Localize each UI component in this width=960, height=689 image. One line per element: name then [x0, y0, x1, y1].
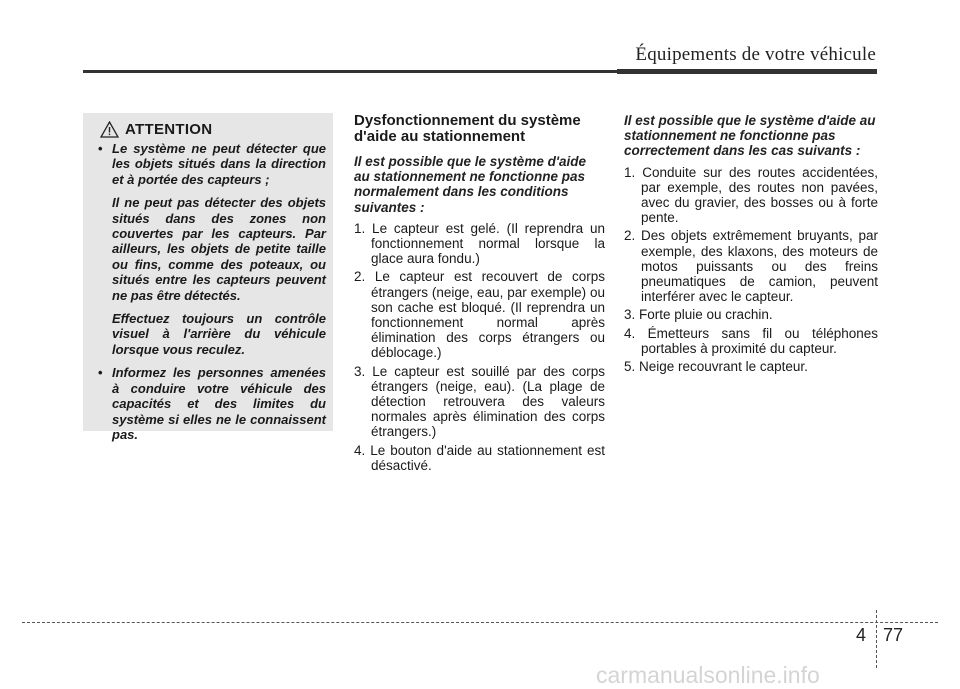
page-number-separator	[876, 610, 877, 668]
footer-rule	[22, 622, 938, 623]
right-intro: Il est possible que le système d'aide au stationnement ne fonctionne pas correctement dans les cas suivants :	[624, 113, 876, 159]
list-item: 1. Le capteur est gelé. (Il reprendra un fonctionnement normal lorsque la glace aura fondu.)	[354, 220, 605, 267]
attention-title: ATTENTION	[125, 121, 213, 138]
page-header-title: Équipements de votre véhicule	[635, 44, 876, 65]
section-intro: Il est possible que le système d'aide au stationnement ne fonctionne pas normalement dans les conditions suivantes :	[354, 154, 587, 215]
incorrect-operation-section	[624, 113, 878, 377]
list-item: 2. Le capteur est recouvert de corps étrangers (neige, eau, par exemple) ou son cache est bloqué. (Il reprendra un fonctionnement normal après élimination des corps étrangers ou déblocage.)	[354, 269, 605, 361]
list-item: 2. Des objets extrêmement bruyants, par exemple, des klaxons, des moteurs de motos puissants ou des freins pneumatiques de camion, peuvent interférer avec le capteur.	[624, 228, 878, 305]
attention-paragraph: • Le système ne peut détecter que les objets situés dans la direction et à portée des capteurs ;	[90, 141, 326, 187]
attention-paragraph: Il ne peut pas détecter des objets situés dans des zones non couvertes par les capteurs. Par ailleurs, les objets de petite taille ou fins, comme des poteaux, ou situés entre les capteurs peuvent ne pas être détectés.	[112, 195, 326, 303]
watermark: carmanualsonline.info	[596, 662, 820, 688]
list-item: 5. Neige recouvrant le capteur.	[624, 359, 808, 375]
malfunction-list	[354, 221, 605, 473]
incorrect-operation-list	[624, 165, 878, 375]
list-item: 4. Émetteurs sans fil ou téléphones portables à proximité du capteur.	[624, 325, 878, 356]
warning-triangle-icon	[100, 121, 119, 138]
list-item: 3. Forte pluie ou crachin.	[624, 307, 773, 323]
attention-paragraph: • Informez les personnes amenées à conduire votre véhicule des capacités et des limites du système si elles ne le connaissent pas.	[90, 365, 326, 442]
section-title: Dysfonctionnement du système d'aide au stationnement	[354, 112, 581, 145]
page-number: 77	[883, 625, 904, 645]
attention-paragraphs	[90, 141, 326, 442]
malfunction-section	[354, 113, 605, 476]
attention-paragraph: Effectuez toujours un contrôle visuel à l'arrière du véhicule lorsque vous reculez.	[112, 311, 326, 357]
header-rule	[83, 70, 877, 73]
list-item: 4. Le bouton d'aide au stationnement est désactivé.	[354, 442, 605, 473]
attention-heading	[100, 121, 326, 138]
attention-box	[83, 113, 333, 442]
list-item: 1. Conduite sur des routes accidentées, par exemple, des routes non pavées, avec du gravier, des bosses ou à forte pente.	[624, 164, 878, 226]
list-item: 3. Le capteur est souillé par des corps étrangers (neige, eau). (La plage de détection retrouvera des valeurs normales après élimination des corps étrangers.)	[354, 363, 605, 440]
chapter-number: 4	[856, 625, 867, 645]
